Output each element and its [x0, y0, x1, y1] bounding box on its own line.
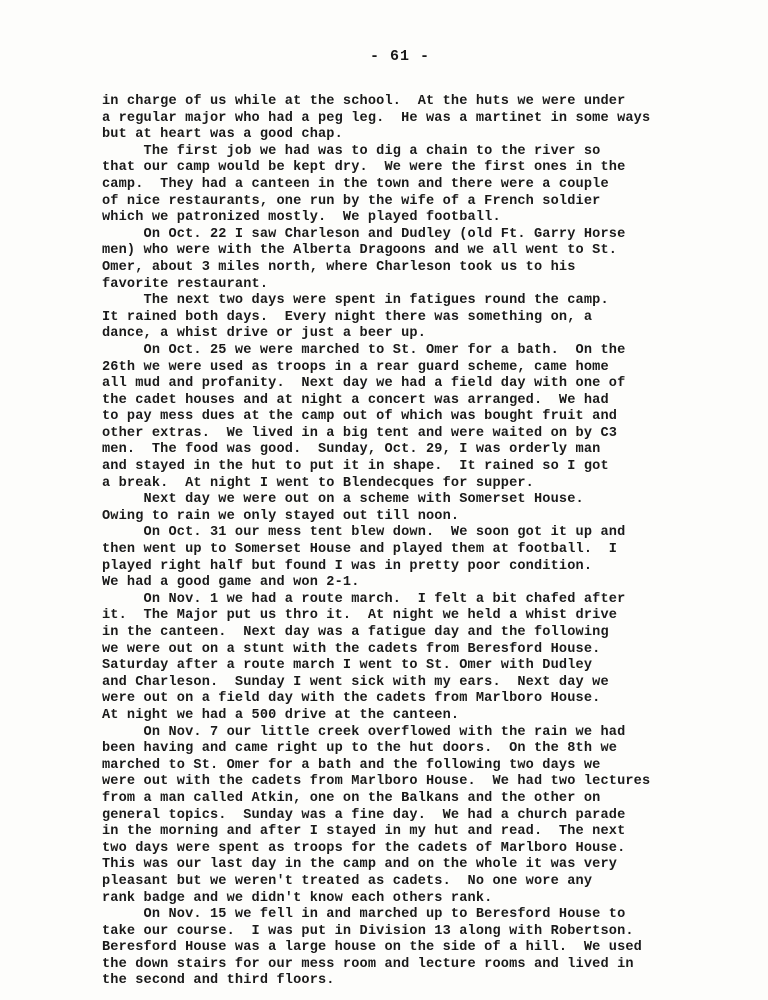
- text-line: a regular major who had a peg leg. He was a martinet in some ways: [102, 110, 651, 126]
- text-line: 26th we were used as troops in a rear guard scheme, came home: [102, 359, 609, 375]
- text-line: the down stairs for our mess room and lecture rooms and lived in: [102, 956, 634, 972]
- text-line: marched to St. Omer for a bath and the following two days we: [102, 757, 601, 773]
- text-line: Omer, about 3 miles north, where Charleson took us to his: [102, 259, 576, 275]
- text-line: general topics. Sunday was a fine day. We had a church parade: [102, 807, 626, 823]
- text-line: rank badge and we didn't know each others rank.: [102, 890, 493, 906]
- body-text: [102, 94, 732, 990]
- text-line: men. The food was good. Sunday, Oct. 29, I was orderly man: [102, 442, 601, 458]
- text-line: were out with the cadets from Marlboro House. We had two lectures: [102, 774, 651, 790]
- text-line: a break. At night I went to Blendecques for supper.: [102, 475, 534, 491]
- text-line: At night we had a 500 drive at the canteen.: [102, 707, 460, 723]
- text-line: take our course. I was put in Division 13 along with Robertson.: [102, 923, 634, 939]
- text-line: On Oct. 25 we were marched to St. Omer for a bath. On the: [102, 342, 626, 358]
- text-line: On Nov. 1 we had a route march. I felt a bit chafed after: [102, 591, 626, 607]
- text-line: the cadet houses and at night a concert was arranged. We had: [102, 392, 609, 408]
- text-line: men) who were with the Alberta Dragoons and we all went to St.: [102, 243, 618, 259]
- text-line: in the canteen. Next day was a fatigue day and the following: [102, 625, 609, 640]
- text-line: The first job we had was to dig a chain to the river so: [102, 143, 601, 159]
- text-line: On Nov. 15 we fell in and marched up to Beresford House to: [102, 907, 626, 923]
- text-line: and Charleson. Sunday I went sick with my ears. Next day we: [102, 674, 609, 690]
- text-line: which we patronized mostly. We played football.: [102, 210, 501, 226]
- text-line: from a man called Atkin, one on the Balkans and the other on: [102, 790, 601, 806]
- text-line: Next day we were out on a scheme with Somerset House.: [102, 492, 584, 508]
- text-line: Owing to rain we only stayed out till noon.: [102, 508, 460, 524]
- text-line: Saturday after a route march I went to St. Omer with Dudley: [102, 658, 593, 674]
- text-line: The next two days were spent in fatigues round the camp.: [102, 293, 609, 309]
- text-line: Beresford House was a large house on the side of a hill. We used: [102, 940, 642, 956]
- text-line: the second and third floors.: [102, 973, 335, 989]
- text-line: This was our last day in the camp and on the whole it was very: [102, 857, 618, 873]
- text-line: and stayed in the hut to put it in shape. It rained so I got: [102, 459, 609, 475]
- text-line: We had a good game and won 2-1.: [102, 575, 360, 591]
- text-line: other extras. We lived in a big tent and were waited on by C3: [102, 425, 618, 441]
- page-number: - 61 -: [369, 48, 430, 65]
- text-line: On Oct. 31 our mess tent blew down. We soon got it up and: [102, 525, 626, 541]
- text-line: dance, a whist drive or just a beer up.: [102, 326, 426, 342]
- text-line: camp. They had a canteen in the town and there were a couple: [102, 176, 609, 192]
- text-line: played right half but found I was in pretty poor condition.: [102, 558, 593, 574]
- text-line: two days were spent as troops for the cadets of Marlboro House.: [102, 840, 626, 856]
- text-line: of nice restaurants, one run by the wife of a French soldier: [102, 193, 601, 209]
- text-line: in charge of us while at the school. At the huts we were under: [102, 94, 626, 109]
- text-line: we were out on a stunt with the cadets from Beresford House.: [102, 641, 601, 657]
- text-line: pleasant but we weren't treated as cadets. No one wore any: [102, 873, 593, 889]
- text-line: been having and came right up to the hut doors. On the 8th we: [102, 741, 618, 757]
- text-line: On Nov. 7 our little creek overflowed with the rain we had: [102, 724, 626, 740]
- text-line: to pay mess dues at the camp out of which was bought fruit and: [102, 409, 618, 425]
- text-line: It rained both days. Every night there was something on, a: [102, 309, 593, 325]
- text-line: it. The Major put us thro it. At night we held a whist drive: [102, 608, 618, 624]
- text-line: On Oct. 22 I saw Charleson and Dudley (old Ft. Garry Horse: [102, 226, 626, 242]
- text-line: then went up to Somerset House and played them at football. I: [102, 542, 618, 558]
- text-line: in the morning and after I stayed in my hut and read. The next: [102, 824, 626, 840]
- text-line: were out on a field day with the cadets from Marlboro House.: [102, 691, 601, 707]
- text-line: that our camp would be kept dry. We were the first ones in the: [102, 160, 626, 176]
- text-line: all mud and profanity. Next day we had a field day with one of: [102, 376, 626, 392]
- text-line: but at heart was a good chap.: [102, 127, 343, 143]
- text-line: favorite restaurant.: [102, 276, 269, 292]
